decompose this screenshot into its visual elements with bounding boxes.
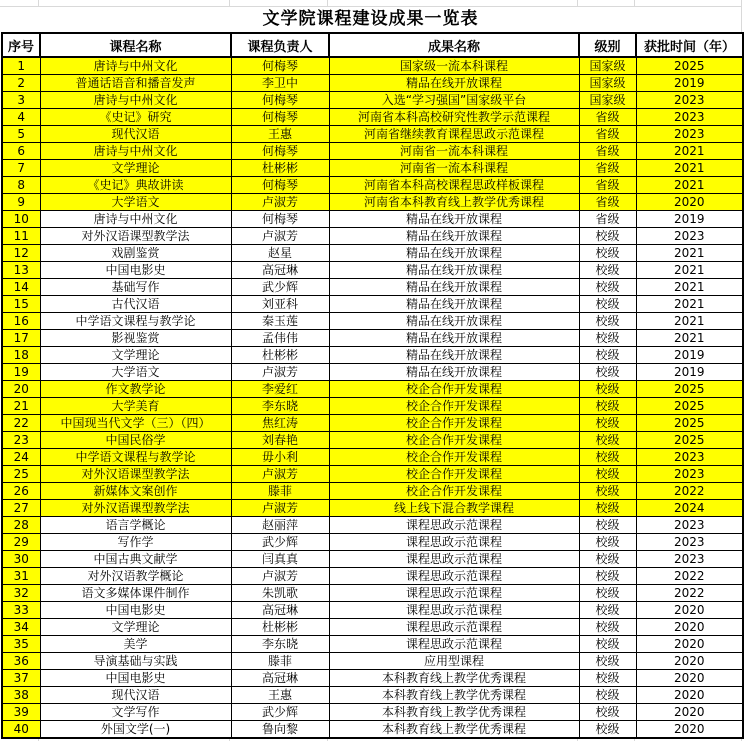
table-row xyxy=(2,449,743,466)
cell-no[interactable]: 33 xyxy=(2,602,40,619)
cell-course[interactable]: 文学理论 xyxy=(40,347,231,364)
cell-level[interactable]: 校级 xyxy=(579,483,636,500)
cell-no[interactable]: 14 xyxy=(2,279,40,296)
cell-course[interactable]: 中国电影史 xyxy=(40,602,231,619)
cell-achievement[interactable]: 校企合作开发课程 xyxy=(329,398,579,415)
cell-year[interactable]: 2023 xyxy=(636,228,743,245)
cell-course[interactable]: 写作学 xyxy=(40,534,231,551)
cell-leader[interactable]: 滕菲 xyxy=(231,483,329,500)
cell-year[interactable]: 2022 xyxy=(636,568,743,585)
cell-course[interactable]: 《史记》研究 xyxy=(40,109,231,126)
table-row xyxy=(2,534,743,551)
cell-level[interactable]: 省级 xyxy=(579,109,636,126)
cell-year[interactable]: 2021 xyxy=(636,296,743,313)
cell-year[interactable]: 2023 xyxy=(636,517,743,534)
cell-year[interactable]: 2025 xyxy=(636,398,743,415)
table-row xyxy=(2,670,743,687)
table-row xyxy=(2,75,743,92)
cell-year[interactable]: 2023 xyxy=(636,109,743,126)
cell-achievement[interactable]: 河南省本科高校课程思政样板课程 xyxy=(329,177,579,194)
cell-achievement[interactable]: 入选“学习强国”国家级平台 xyxy=(329,92,579,109)
cell-course[interactable]: 美学 xyxy=(40,636,231,653)
cell-no[interactable]: 19 xyxy=(2,364,40,381)
cell-no[interactable]: 6 xyxy=(2,143,40,160)
cell-no[interactable]: 1 xyxy=(2,57,40,75)
cell-no[interactable]: 2 xyxy=(2,75,40,92)
cell-year[interactable]: 2025 xyxy=(636,57,743,75)
cell-no[interactable]: 8 xyxy=(2,177,40,194)
cell-level[interactable]: 校级 xyxy=(579,602,636,619)
cell-leader[interactable]: 刘亚科 xyxy=(231,296,329,313)
table-row xyxy=(2,704,743,721)
cell-leader[interactable]: 何梅琴 xyxy=(231,177,329,194)
cell-leader[interactable]: 赵丽萍 xyxy=(231,517,329,534)
cell-year[interactable]: 2020 xyxy=(636,602,743,619)
cell-level[interactable]: 校级 xyxy=(579,381,636,398)
cell-no[interactable]: 12 xyxy=(2,245,40,262)
cell-year[interactable]: 2025 xyxy=(636,415,743,432)
cell-no[interactable]: 24 xyxy=(2,449,40,466)
cell-achievement[interactable]: 精品在线开放课程 xyxy=(329,262,579,279)
cell-level[interactable]: 国家级 xyxy=(579,92,636,109)
cell-level[interactable]: 校级 xyxy=(579,432,636,449)
cell-no[interactable]: 31 xyxy=(2,568,40,585)
cell-leader[interactable]: 朱凯歌 xyxy=(231,585,329,602)
cell-year[interactable]: 2023 xyxy=(636,449,743,466)
cell-no[interactable]: 4 xyxy=(2,109,40,126)
cell-leader[interactable]: 高冠琳 xyxy=(231,602,329,619)
cell-no[interactable]: 39 xyxy=(2,704,40,721)
cell-year[interactable]: 2025 xyxy=(636,432,743,449)
cell-year[interactable]: 2020 xyxy=(636,687,743,704)
gridline-cell xyxy=(0,0,39,6)
table-row xyxy=(2,636,743,653)
cell-level[interactable]: 校级 xyxy=(579,398,636,415)
col-header-level[interactable]: 级别 xyxy=(579,33,636,57)
cell-achievement[interactable]: 校企合作开发课程 xyxy=(329,432,579,449)
cell-achievement[interactable]: 精品在线开放课程 xyxy=(329,313,579,330)
cell-achievement[interactable]: 本科教育线上教学优秀课程 xyxy=(329,687,579,704)
cell-level[interactable]: 校级 xyxy=(579,534,636,551)
cell-level[interactable]: 校级 xyxy=(579,619,636,636)
cell-year[interactable]: 2020 xyxy=(636,653,743,670)
cell-course[interactable]: 对外汉语课型教学法 xyxy=(40,500,231,517)
cell-no[interactable]: 18 xyxy=(2,347,40,364)
table-row xyxy=(2,415,743,432)
cell-no[interactable]: 26 xyxy=(2,483,40,500)
cell-year[interactable]: 2023 xyxy=(636,551,743,568)
cell-course[interactable]: 唐诗与中州文化 xyxy=(40,211,231,228)
cell-achievement[interactable]: 精品在线开放课程 xyxy=(329,211,579,228)
cell-level[interactable]: 省级 xyxy=(579,126,636,143)
cell-no[interactable]: 28 xyxy=(2,517,40,534)
cell-course[interactable]: 语文多媒体课件制作 xyxy=(40,585,231,602)
col-header-achievement[interactable]: 成果名称 xyxy=(329,33,579,57)
cell-no[interactable]: 25 xyxy=(2,466,40,483)
cell-no[interactable]: 20 xyxy=(2,381,40,398)
cell-leader[interactable]: 何梅琴 xyxy=(231,143,329,160)
cell-course[interactable]: 外国文学(一) xyxy=(40,721,231,739)
cell-course[interactable]: 影视鉴赏 xyxy=(40,330,231,347)
cell-course[interactable]: 《史记》典故讲读 xyxy=(40,177,231,194)
cell-achievement[interactable]: 课程思政示范课程 xyxy=(329,551,579,568)
cell-no[interactable]: 5 xyxy=(2,126,40,143)
cell-no[interactable]: 37 xyxy=(2,670,40,687)
cell-no[interactable]: 23 xyxy=(2,432,40,449)
cell-achievement[interactable]: 本科教育线上教学优秀课程 xyxy=(329,670,579,687)
cell-year[interactable]: 2019 xyxy=(636,347,743,364)
header-row xyxy=(2,33,743,57)
cell-achievement[interactable]: 应用型课程 xyxy=(329,653,579,670)
table-row xyxy=(2,92,743,109)
col-header-year[interactable]: 获批时间（年） xyxy=(636,33,743,57)
table-row xyxy=(2,194,743,211)
table-row xyxy=(2,687,743,704)
cell-course[interactable]: 中学语文课程与教学论 xyxy=(40,313,231,330)
cell-no[interactable]: 10 xyxy=(2,211,40,228)
gridline-cell xyxy=(578,0,635,6)
table-row xyxy=(2,602,743,619)
cell-level[interactable]: 省级 xyxy=(579,194,636,211)
table-row xyxy=(2,245,743,262)
cell-level[interactable]: 校级 xyxy=(579,347,636,364)
cell-leader[interactable]: 卢淑芳 xyxy=(231,194,329,211)
cell-achievement[interactable]: 校企合作开发课程 xyxy=(329,466,579,483)
cell-year[interactable]: 2021 xyxy=(636,245,743,262)
cell-course[interactable]: 中国古典文献学 xyxy=(40,551,231,568)
cell-course[interactable]: 现代汉语 xyxy=(40,126,231,143)
cell-level[interactable]: 省级 xyxy=(579,143,636,160)
cell-year[interactable]: 2020 xyxy=(636,704,743,721)
cell-level[interactable]: 校级 xyxy=(579,517,636,534)
table-row xyxy=(2,313,743,330)
cell-leader[interactable]: 闫真真 xyxy=(231,551,329,568)
cell-no[interactable]: 21 xyxy=(2,398,40,415)
cell-leader[interactable]: 卢淑芳 xyxy=(231,466,329,483)
cell-no[interactable]: 17 xyxy=(2,330,40,347)
cell-course[interactable]: 新媒体文案创作 xyxy=(40,483,231,500)
cell-course[interactable]: 对外汉语课型教学法 xyxy=(40,466,231,483)
cell-level[interactable]: 校级 xyxy=(579,653,636,670)
cell-level[interactable]: 校级 xyxy=(579,585,636,602)
cell-achievement[interactable]: 精品在线开放课程 xyxy=(329,228,579,245)
cell-no[interactable]: 36 xyxy=(2,653,40,670)
table-row xyxy=(2,483,743,500)
cell-achievement[interactable]: 校企合作开发课程 xyxy=(329,415,579,432)
cell-no[interactable]: 29 xyxy=(2,534,40,551)
cell-achievement[interactable]: 课程思政示范课程 xyxy=(329,585,579,602)
cell-achievement[interactable]: 课程思政示范课程 xyxy=(329,602,579,619)
cell-course[interactable]: 导演基础与实践 xyxy=(40,653,231,670)
cell-leader[interactable]: 武少辉 xyxy=(231,704,329,721)
cell-level[interactable]: 校级 xyxy=(579,551,636,568)
cell-no[interactable]: 9 xyxy=(2,194,40,211)
cell-year[interactable]: 2022 xyxy=(636,585,743,602)
table-row xyxy=(2,619,743,636)
cell-level[interactable]: 校级 xyxy=(579,721,636,739)
cell-leader[interactable]: 滕菲 xyxy=(231,653,329,670)
cell-level[interactable]: 校级 xyxy=(579,687,636,704)
table-row xyxy=(2,109,743,126)
cell-achievement[interactable]: 河南省本科高校研究性教学示范课程 xyxy=(329,109,579,126)
table-row xyxy=(2,500,743,517)
cell-year[interactable]: 2019 xyxy=(636,364,743,381)
results-table xyxy=(1,32,744,739)
cell-no[interactable]: 13 xyxy=(2,262,40,279)
table-row xyxy=(2,228,743,245)
table-row xyxy=(2,364,743,381)
cell-achievement[interactable]: 精品在线开放课程 xyxy=(329,75,579,92)
cell-course[interactable]: 唐诗与中州文化 xyxy=(40,57,231,75)
table-row xyxy=(2,653,743,670)
cell-achievement[interactable]: 精品在线开放课程 xyxy=(329,347,579,364)
cell-course[interactable]: 大学语文 xyxy=(40,194,231,211)
cell-no[interactable]: 16 xyxy=(2,313,40,330)
table-body xyxy=(2,57,743,738)
cell-course[interactable]: 中国现当代文学（三）（四） xyxy=(40,415,231,432)
cell-level[interactable]: 校级 xyxy=(579,279,636,296)
cell-level[interactable]: 校级 xyxy=(579,262,636,279)
cell-leader[interactable]: 杜彬彬 xyxy=(231,160,329,177)
cell-level[interactable]: 校级 xyxy=(579,228,636,245)
cell-achievement[interactable]: 课程思政示范课程 xyxy=(329,568,579,585)
cell-leader[interactable]: 何梅琴 xyxy=(231,92,329,109)
cell-leader[interactable]: 何梅琴 xyxy=(231,211,329,228)
cell-leader[interactable]: 孟伟伟 xyxy=(231,330,329,347)
cell-year[interactable]: 2021 xyxy=(636,160,743,177)
col-header-course[interactable]: 课程名称 xyxy=(40,33,231,57)
cell-level[interactable]: 校级 xyxy=(579,449,636,466)
cell-year[interactable]: 2020 xyxy=(636,194,743,211)
cell-achievement[interactable]: 精品在线开放课程 xyxy=(329,296,579,313)
cell-course[interactable]: 中学语文课程与教学论 xyxy=(40,449,231,466)
cell-level[interactable]: 校级 xyxy=(579,500,636,517)
cell-year[interactable]: 2024 xyxy=(636,500,743,517)
cell-leader[interactable]: 杜彬彬 xyxy=(231,347,329,364)
cell-year[interactable]: 2019 xyxy=(636,211,743,228)
cell-level[interactable]: 校级 xyxy=(579,330,636,347)
cell-leader[interactable]: 何梅琴 xyxy=(231,109,329,126)
cell-year[interactable]: 2025 xyxy=(636,381,743,398)
cell-level[interactable]: 国家级 xyxy=(579,75,636,92)
cell-achievement[interactable]: 校企合作开发课程 xyxy=(329,381,579,398)
cell-leader[interactable]: 杜彬彬 xyxy=(231,619,329,636)
cell-leader[interactable]: 高冠琳 xyxy=(231,670,329,687)
cell-leader[interactable]: 毋小利 xyxy=(231,449,329,466)
cell-level[interactable]: 校级 xyxy=(579,466,636,483)
cell-achievement[interactable]: 国家级一流本科课程 xyxy=(329,57,579,75)
cell-year[interactable]: 2021 xyxy=(636,330,743,347)
cell-no[interactable]: 30 xyxy=(2,551,40,568)
cell-course[interactable]: 唐诗与中州文化 xyxy=(40,143,231,160)
cell-achievement[interactable]: 河南省一流本科课程 xyxy=(329,143,579,160)
cell-course[interactable]: 大学美育 xyxy=(40,398,231,415)
cell-course[interactable]: 中国电影史 xyxy=(40,262,231,279)
cell-level[interactable]: 校级 xyxy=(579,245,636,262)
cell-no[interactable]: 11 xyxy=(2,228,40,245)
cell-course[interactable]: 普通话语音和播音发声 xyxy=(40,75,231,92)
table-row xyxy=(2,398,743,415)
cell-achievement[interactable]: 精品在线开放课程 xyxy=(329,279,579,296)
cell-year[interactable]: 2021 xyxy=(636,279,743,296)
cell-leader[interactable]: 秦玉莲 xyxy=(231,313,329,330)
cell-year[interactable]: 2020 xyxy=(636,619,743,636)
cell-year[interactable]: 2020 xyxy=(636,670,743,687)
cell-leader[interactable]: 卢淑芳 xyxy=(231,228,329,245)
cell-year[interactable]: 2021 xyxy=(636,313,743,330)
cell-year[interactable]: 2020 xyxy=(636,636,743,653)
cell-leader[interactable]: 李东晓 xyxy=(231,636,329,653)
col-header-leader[interactable]: 课程负责人 xyxy=(231,33,329,57)
cell-level[interactable]: 省级 xyxy=(579,211,636,228)
cell-level[interactable]: 校级 xyxy=(579,568,636,585)
table-row xyxy=(2,585,743,602)
cell-course[interactable]: 对外汉语课型教学法 xyxy=(40,228,231,245)
cell-no[interactable]: 32 xyxy=(2,585,40,602)
cell-leader[interactable]: 鲁向黎 xyxy=(231,721,329,739)
table-row xyxy=(2,211,743,228)
cell-no[interactable]: 22 xyxy=(2,415,40,432)
gridline-cell xyxy=(230,0,328,6)
cell-year[interactable]: 2021 xyxy=(636,177,743,194)
cell-leader[interactable]: 卢淑芳 xyxy=(231,568,329,585)
cell-level[interactable]: 国家级 xyxy=(579,57,636,75)
table-row xyxy=(2,262,743,279)
gridline-cell xyxy=(635,0,742,6)
cell-level[interactable]: 校级 xyxy=(579,313,636,330)
table-row xyxy=(2,568,743,585)
cell-achievement[interactable]: 本科教育线上教学优秀课程 xyxy=(329,704,579,721)
cell-year[interactable]: 2021 xyxy=(636,143,743,160)
cell-course[interactable]: 现代汉语 xyxy=(40,687,231,704)
cell-course[interactable]: 对外汉语教学概论 xyxy=(40,568,231,585)
table-row xyxy=(2,330,743,347)
cell-achievement[interactable]: 课程思政示范课程 xyxy=(329,534,579,551)
cell-course[interactable]: 唐诗与中州文化 xyxy=(40,92,231,109)
cell-course[interactable]: 作文教学论 xyxy=(40,381,231,398)
cell-year[interactable]: 2022 xyxy=(636,483,743,500)
cell-year[interactable]: 2023 xyxy=(636,534,743,551)
cell-no[interactable]: 15 xyxy=(2,296,40,313)
cell-achievement[interactable]: 线上线下混合教学课程 xyxy=(329,500,579,517)
cell-achievement[interactable]: 校企合作开发课程 xyxy=(329,449,579,466)
cell-level[interactable]: 校级 xyxy=(579,670,636,687)
cell-achievement[interactable]: 河南省本科教育线上教学优秀课程 xyxy=(329,194,579,211)
cell-course[interactable]: 中国民俗学 xyxy=(40,432,231,449)
cell-leader[interactable]: 何梅琴 xyxy=(231,57,329,75)
table-row xyxy=(2,57,743,75)
cell-achievement[interactable]: 河南省一流本科课程 xyxy=(329,160,579,177)
table-row xyxy=(2,279,743,296)
cell-no[interactable]: 40 xyxy=(2,721,40,739)
cell-no[interactable]: 38 xyxy=(2,687,40,704)
table-row xyxy=(2,466,743,483)
cell-achievement[interactable]: 课程思政示范课程 xyxy=(329,517,579,534)
col-header-no[interactable]: 序号 xyxy=(2,33,40,57)
cell-achievement[interactable]: 课程思政示范课程 xyxy=(329,636,579,653)
cell-leader[interactable]: 李东晓 xyxy=(231,398,329,415)
cell-leader[interactable]: 武少辉 xyxy=(231,279,329,296)
cell-level[interactable]: 校级 xyxy=(579,415,636,432)
cell-course[interactable]: 基础写作 xyxy=(40,279,231,296)
cell-year[interactable]: 2023 xyxy=(636,92,743,109)
gridline-cell xyxy=(39,0,230,6)
cell-leader[interactable]: 王惠 xyxy=(231,126,329,143)
page-title[interactable]: 文学院课程建设成果一览表 xyxy=(0,7,742,32)
cell-leader[interactable]: 高冠琳 xyxy=(231,262,329,279)
cell-year[interactable]: 2023 xyxy=(636,466,743,483)
cell-achievement[interactable]: 校企合作开发课程 xyxy=(329,483,579,500)
cell-leader[interactable]: 王惠 xyxy=(231,687,329,704)
cell-no[interactable]: 3 xyxy=(2,92,40,109)
cell-level[interactable]: 省级 xyxy=(579,160,636,177)
table-row xyxy=(2,160,743,177)
cell-leader[interactable]: 卢淑芳 xyxy=(231,364,329,381)
cell-level[interactable]: 校级 xyxy=(579,364,636,381)
table-row xyxy=(2,347,743,364)
cell-course[interactable]: 文学理论 xyxy=(40,619,231,636)
cell-no[interactable]: 27 xyxy=(2,500,40,517)
cell-leader[interactable]: 武少辉 xyxy=(231,534,329,551)
cell-achievement[interactable]: 精品在线开放课程 xyxy=(329,245,579,262)
cell-achievement[interactable]: 课程思政示范课程 xyxy=(329,619,579,636)
cell-leader[interactable]: 卢淑芳 xyxy=(231,500,329,517)
cell-course[interactable]: 大学语文 xyxy=(40,364,231,381)
table-row xyxy=(2,126,743,143)
cell-level[interactable]: 校级 xyxy=(579,296,636,313)
cell-leader[interactable]: 焦红涛 xyxy=(231,415,329,432)
table-row xyxy=(2,296,743,313)
cell-level[interactable]: 省级 xyxy=(579,177,636,194)
cell-year[interactable]: 2021 xyxy=(636,262,743,279)
cell-year[interactable]: 2023 xyxy=(636,126,743,143)
cell-course[interactable]: 语言学概论 xyxy=(40,517,231,534)
table-row xyxy=(2,551,743,568)
table-row xyxy=(2,517,743,534)
cell-achievement[interactable]: 本科教育线上教学优秀课程 xyxy=(329,721,579,739)
cell-leader[interactable]: 李卫中 xyxy=(231,75,329,92)
cell-year[interactable]: 2019 xyxy=(636,75,743,92)
cell-leader[interactable]: 刘春艳 xyxy=(231,432,329,449)
cell-no[interactable]: 7 xyxy=(2,160,40,177)
cell-course[interactable]: 中国电影史 xyxy=(40,670,231,687)
table-row xyxy=(2,432,743,449)
cell-leader[interactable]: 李爱红 xyxy=(231,381,329,398)
sheet-top-gutter xyxy=(0,0,742,7)
cell-course[interactable]: 古代汉语 xyxy=(40,296,231,313)
cell-leader[interactable]: 赵星 xyxy=(231,245,329,262)
cell-course[interactable]: 文学写作 xyxy=(40,704,231,721)
cell-level[interactable]: 校级 xyxy=(579,704,636,721)
table-row xyxy=(2,721,743,739)
cell-year[interactable]: 2020 xyxy=(636,721,743,739)
cell-achievement[interactable]: 河南省继续教育课程思政示范课程 xyxy=(329,126,579,143)
cell-achievement[interactable]: 精品在线开放课程 xyxy=(329,364,579,381)
cell-achievement[interactable]: 精品在线开放课程 xyxy=(329,330,579,347)
cell-no[interactable]: 35 xyxy=(2,636,40,653)
table-row xyxy=(2,143,743,160)
table-row xyxy=(2,381,743,398)
gridline-cell xyxy=(328,0,578,6)
table-row xyxy=(2,177,743,194)
cell-no[interactable]: 34 xyxy=(2,619,40,636)
cell-level[interactable]: 校级 xyxy=(579,636,636,653)
cell-course[interactable]: 戏剧鉴赏 xyxy=(40,245,231,262)
cell-course[interactable]: 文学理论 xyxy=(40,160,231,177)
